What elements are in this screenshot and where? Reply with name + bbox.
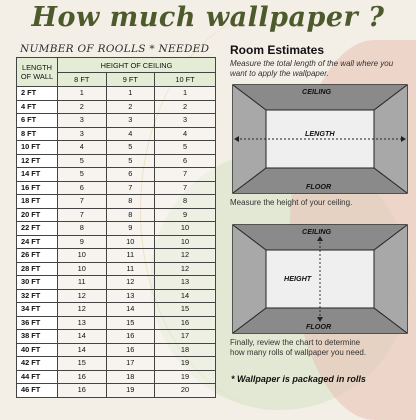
rolls-cell: 13 — [58, 316, 107, 330]
rolls-cell: 16 — [106, 330, 155, 344]
table-row — [17, 87, 216, 101]
rolls-cell: 2 — [155, 100, 216, 114]
room-estimates-title: Room Estimates — [230, 43, 325, 57]
wall-length-cell: 22 FT — [17, 222, 58, 236]
wall-length-cell: 20 FT — [17, 208, 58, 222]
rolls-cell: 13 — [155, 276, 216, 290]
rolls-cell: 12 — [155, 262, 216, 276]
rolls-cell: 10 — [58, 262, 107, 276]
rolls-cell: 19 — [106, 384, 155, 398]
floor-label: FLOOR — [306, 182, 332, 191]
table-row — [17, 249, 216, 263]
rolls-cell: 1 — [155, 87, 216, 101]
rolls-cell: 16 — [106, 343, 155, 357]
rolls-cell: 10 — [106, 235, 155, 249]
ceiling-label: CEILING — [302, 227, 332, 236]
table-row — [17, 195, 216, 209]
rolls-cell: 15 — [58, 357, 107, 371]
length-of-wall-header: LENGTH OF WALL — [17, 58, 58, 87]
rolls-cell: 7 — [58, 208, 107, 222]
table-row — [17, 384, 216, 398]
rolls-cell: 10 — [58, 249, 107, 263]
table-row — [17, 343, 216, 357]
rolls-cell: 10 — [155, 235, 216, 249]
table-row — [17, 208, 216, 222]
rolls-cell: 18 — [155, 343, 216, 357]
rolls-cell: 3 — [106, 114, 155, 128]
rolls-cell: 5 — [106, 141, 155, 155]
table-row — [17, 100, 216, 114]
rolls-cell: 9 — [106, 222, 155, 236]
rolls-cell: 17 — [155, 330, 216, 344]
rolls-cell: 4 — [58, 141, 107, 155]
table-row — [17, 141, 216, 155]
rolls-cell: 4 — [106, 127, 155, 141]
length-label: LENGTH — [302, 129, 338, 138]
wall-length-cell: 42 FT — [17, 357, 58, 371]
table-row — [17, 357, 216, 371]
rolls-cell: 8 — [106, 195, 155, 209]
wall-length-cell: 12 FT — [17, 154, 58, 168]
rolls-cell: 11 — [106, 262, 155, 276]
rolls-cell: 17 — [106, 357, 155, 371]
rolls-cell: 14 — [155, 289, 216, 303]
rolls-cell: 8 — [58, 222, 107, 236]
height-9ft-header: 9 FT — [106, 73, 155, 87]
rolls-cell: 2 — [106, 100, 155, 114]
table-row — [17, 303, 216, 317]
rolls-cell: 11 — [106, 249, 155, 263]
table-row — [17, 370, 216, 384]
wall-length-cell: 32 FT — [17, 289, 58, 303]
rolls-cell: 1 — [58, 87, 107, 101]
rolls-cell: 14 — [58, 330, 107, 344]
rolls-cell: 16 — [155, 316, 216, 330]
rolls-cell: 7 — [155, 168, 216, 182]
rolls-cell: 2 — [58, 100, 107, 114]
rolls-cell: 9 — [58, 235, 107, 249]
height-10ft-header: 10 FT — [155, 73, 216, 87]
rolls-cell: 11 — [58, 276, 107, 290]
wall-length-cell: 8 FT — [17, 127, 58, 141]
wall-length-cell: 18 FT — [17, 195, 58, 209]
rolls-cell: 1 — [106, 87, 155, 101]
rolls-cell: 3 — [58, 127, 107, 141]
table-heading: NUMBER OF ROOLLS * NEEDED — [20, 43, 210, 55]
height-diagram — [232, 224, 408, 334]
wall-length-cell: 14 FT — [17, 168, 58, 182]
rolls-cell: 8 — [155, 195, 216, 209]
wall-length-cell: 30 FT — [17, 276, 58, 290]
wall-length-cell: 26 FT — [17, 249, 58, 263]
rolls-cell: 18 — [106, 370, 155, 384]
table-row — [17, 154, 216, 168]
rolls-cell: 6 — [58, 181, 107, 195]
rolls-cell: 15 — [106, 316, 155, 330]
rolls-cell: 14 — [106, 303, 155, 317]
rolls-footnote: * Wallpaper is packaged in rolls — [231, 374, 366, 384]
wall-length-cell: 28 FT — [17, 262, 58, 276]
rolls-cell: 7 — [58, 195, 107, 209]
wall-length-cell: 10 FT — [17, 141, 58, 155]
rolls-cell: 5 — [58, 154, 107, 168]
rolls-cell: 12 — [58, 289, 107, 303]
table-row — [17, 235, 216, 249]
table-row — [17, 330, 216, 344]
wall-length-cell: 44 FT — [17, 370, 58, 384]
rolls-cell: 12 — [106, 276, 155, 290]
wall-length-cell: 4 FT — [17, 100, 58, 114]
wall-length-cell: 2 FT — [17, 87, 58, 101]
wall-length-cell: 36 FT — [17, 316, 58, 330]
table-row — [17, 262, 216, 276]
rolls-cell: 7 — [155, 181, 216, 195]
ceiling-label: CEILING — [302, 87, 332, 96]
wall-length-cell: 24 FT — [17, 235, 58, 249]
rolls-cell: 9 — [155, 208, 216, 222]
rolls-cell: 20 — [155, 384, 216, 398]
rolls-cell: 10 — [155, 222, 216, 236]
wall-length-cell: 6 FT — [17, 114, 58, 128]
rolls-cell: 7 — [106, 181, 155, 195]
rolls-cell: 5 — [155, 141, 216, 155]
table-row — [17, 181, 216, 195]
rolls-cell: 19 — [155, 370, 216, 384]
height-8ft-header: 8 FT — [58, 73, 107, 87]
rolls-cell: 14 — [58, 343, 107, 357]
rolls-chart-table — [16, 57, 216, 398]
table-row — [17, 222, 216, 236]
rolls-cell: 13 — [106, 289, 155, 303]
wall-length-cell: 34 FT — [17, 303, 58, 317]
rolls-cell: 3 — [155, 114, 216, 128]
table-row — [17, 168, 216, 182]
height-label: HEIGHT — [284, 274, 312, 283]
final-instructions: Finally, review the chart to determine how many rolls of wallpaper you need. — [230, 338, 367, 357]
rolls-cell: 6 — [106, 168, 155, 182]
page-title: How much wallpaper ? — [31, 2, 385, 33]
height-of-ceiling-header: HEIGHT OF CEILING — [58, 58, 216, 73]
table-row — [17, 114, 216, 128]
rolls-cell: 5 — [58, 168, 107, 182]
wall-length-cell: 40 FT — [17, 343, 58, 357]
room-estimates-panel — [230, 43, 410, 79]
rolls-cell: 4 — [155, 127, 216, 141]
rolls-cell: 15 — [155, 303, 216, 317]
rolls-cell: 12 — [58, 303, 107, 317]
rolls-cell: 8 — [106, 208, 155, 222]
table-row — [17, 289, 216, 303]
wall-length-cell: 46 FT — [17, 384, 58, 398]
rolls-cell: 6 — [155, 154, 216, 168]
rolls-cell: 12 — [155, 249, 216, 263]
rolls-cell: 5 — [106, 154, 155, 168]
length-instructions: Measure the total length of the wall where you want to apply the wallpaper. — [230, 59, 394, 78]
table-row — [17, 127, 216, 141]
rolls-cell: 16 — [58, 370, 107, 384]
wall-length-cell: 38 FT — [17, 330, 58, 344]
floor-label: FLOOR — [306, 322, 332, 331]
rolls-cell: 19 — [155, 357, 216, 371]
rolls-cell: 3 — [58, 114, 107, 128]
table-row — [17, 276, 216, 290]
wall-length-cell: 16 FT — [17, 181, 58, 195]
height-instructions: Measure the height of your ceiling. — [230, 198, 353, 207]
length-diagram — [232, 84, 408, 194]
rolls-cell: 16 — [58, 384, 107, 398]
table-row — [17, 316, 216, 330]
